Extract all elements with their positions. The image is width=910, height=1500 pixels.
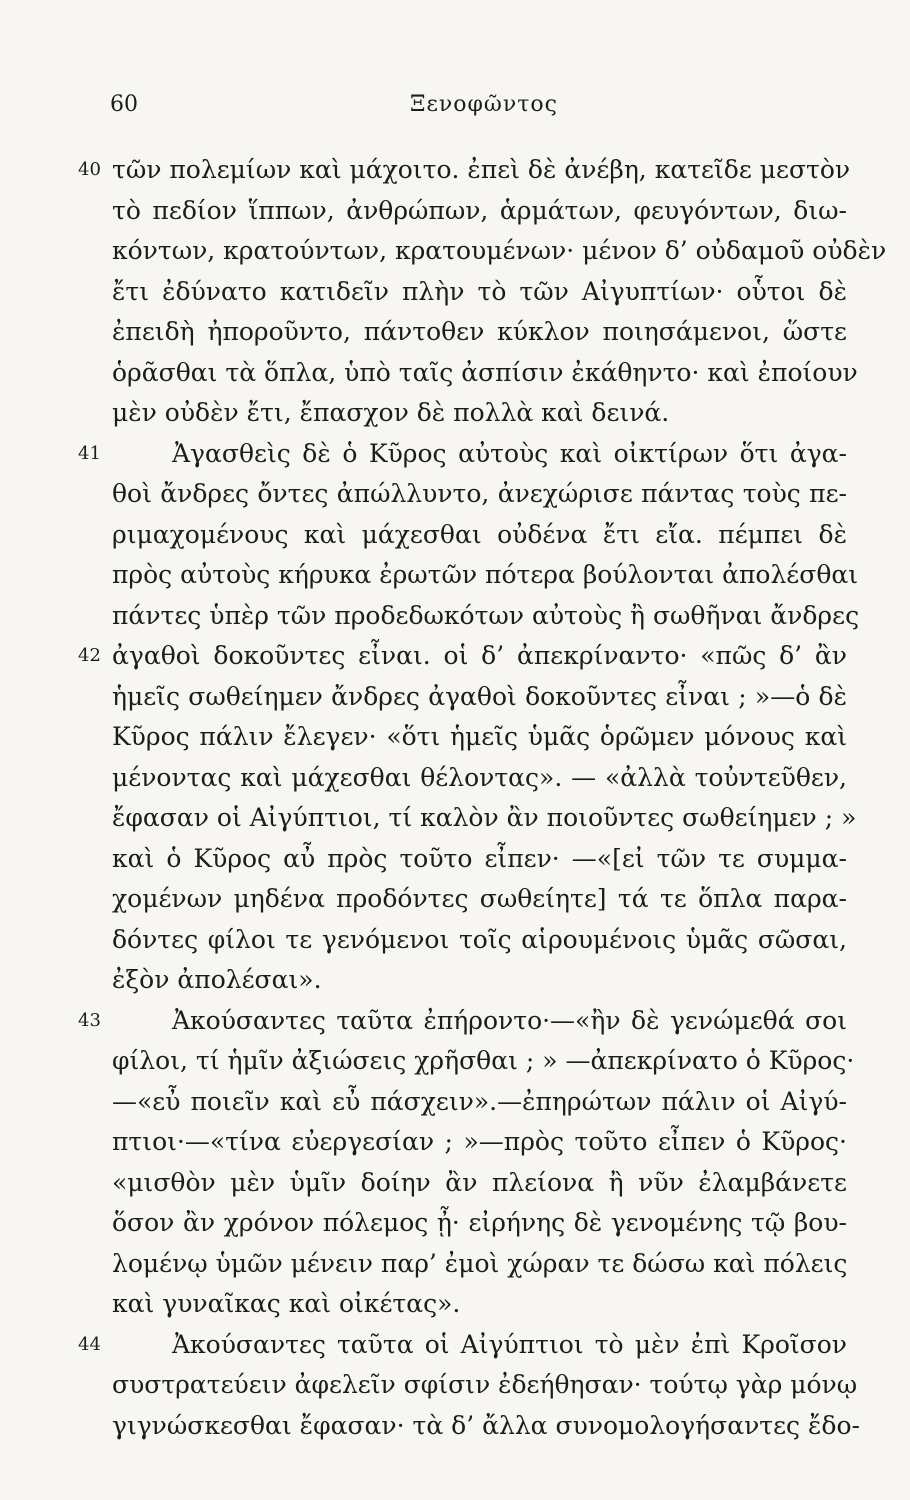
line-text: πρὸς αὐτοὺς κήρυκα ἐρωτῶν πότερα βούλονται ἀπολέσθαι	[112, 560, 859, 589]
section-number: 40	[78, 159, 101, 180]
line-text: ριμαχομένους καὶ μάχεσθαι οὐδένα ἔτι εἴα. πέμπει δὲ	[112, 519, 847, 549]
text-line	[0, 758, 910, 799]
line-text: καὶ ὁ Κῦρος αὖ πρὸς τοῦτο εἶπεν· —«[εἰ τῶν τε συμμα-	[112, 843, 847, 873]
line-text: μένοντας καὶ μάχεσθαι θέλοντας». — «ἀλλὰ τοὐντεῦθεν,	[112, 762, 847, 792]
line-text: ἀγαθοὶ δοκοῦντες εἶναι. οἱ δ’ ἀπεκρίναντο· «πῶς δ’ ἂν	[112, 641, 847, 670]
line-text: ἡμεῖς σωθείημεν ἄνδρες ἀγαθοὶ δοκοῦντες εἶναι ; »—ὁ δὲ	[112, 681, 847, 711]
line-text: ἔτι ἐδύνατο κατιδεῖν πλὴν τὸ τῶν Αἰγυπτίων· οὗτοι δὲ	[112, 276, 847, 306]
line-text: γιγνώσκεσθαι ἔφασαν· τὰ δ’ ἄλλα συνομολογήσαντες ἔδο-	[112, 1410, 860, 1440]
text-line	[0, 1082, 910, 1123]
text-line	[0, 1244, 910, 1285]
line-text: πτιοι·—«τίνα εὐεργεσίαν ; »—πρὸς τοῦτο εἶπεν ὁ Κῦρος·	[112, 1127, 847, 1156]
text-line	[0, 839, 910, 880]
text-line	[0, 150, 910, 191]
line-text: χομένων μηδένα προδόντες σωθείητε] τά τε ὅπλα παρα-	[112, 884, 847, 913]
line-text: ἐξὸν ἀπολέσαι».	[112, 965, 322, 994]
line-text: συστρατεύειν ἀφελεῖν σφίσιν ἐδεήθησαν· τούτῳ γὰρ μόνῳ	[112, 1370, 858, 1399]
running-head: Ξενοφῶντος	[410, 92, 558, 117]
text-line	[0, 191, 910, 232]
line-text: θοὶ ἄνδρες ὄντες ἀπώλλυντο, ἀνεχώρισε πάντας τοὺς πε-	[112, 479, 847, 508]
text-line	[0, 960, 910, 1001]
text-line	[0, 272, 910, 313]
text-line	[0, 1325, 910, 1366]
section-number: 43	[78, 1009, 101, 1031]
text-line	[0, 312, 910, 353]
text-line	[0, 1203, 910, 1244]
text-line	[0, 1365, 910, 1406]
line-text: κόντων, κρατούντων, κρατουμένων· μένον δ’ οὐδαμοῦ οὐδὲν	[112, 236, 887, 265]
line-text: ὁρᾶσθαι τὰ ὅπλα, ὑπὸ ταῖς ἀσπίσιν ἐκάθηντο· καὶ ἐποίουν	[112, 357, 858, 387]
text-line	[0, 515, 910, 556]
text-line	[0, 474, 910, 515]
line-text: «μισθὸν μὲν ὑμῖν δοίην ἂν πλείονα ἢ νῦν ἐλαμβάνετε	[112, 1167, 847, 1197]
line-text: τὸ πεδίον ἵππων, ἀνθρώπων, ἁρμάτων, φευγόντων, διω-	[112, 195, 847, 225]
section-number: 41	[78, 442, 101, 464]
text-line	[0, 434, 910, 475]
line-text: Κῦρος πάλιν ἔλεγεν· «ὅτι ἡμεῖς ὑμᾶς ὁρῶμεν μόνους καὶ	[112, 722, 847, 751]
text-line	[0, 920, 910, 961]
text-line	[0, 1041, 910, 1082]
text-line	[0, 1406, 910, 1447]
text-line	[0, 1001, 910, 1042]
line-text: τῶν πολεμίων καὶ μάχοιτο. ἐπεὶ δὲ ἀνέβη, κατεῖδε μεστὸν	[112, 155, 851, 184]
text-line	[0, 1163, 910, 1204]
line-text: Ἀκούσαντες ταῦτα οἱ Αἰγύπτιοι τὸ μὲν ἐπὶ Κροῖσον	[172, 1329, 847, 1359]
line-text: πάντες ὑπὲρ τῶν προδεδωκότων αὐτοὺς ἢ σωθῆναι ἄνδρες	[112, 600, 860, 630]
section-number: 44	[78, 1333, 101, 1355]
page-header	[110, 92, 840, 132]
line-text: Ἀκούσαντες ταῦτα ἐπήροντο·—«ἢν δὲ γενώμεθά σοι	[172, 1005, 847, 1035]
line-text: Ἀγασθεὶς δὲ ὁ Κῦρος αὐτοὺς καὶ οἰκτίρων ὅτι ἀγα-	[172, 438, 847, 468]
text-line	[0, 1122, 910, 1163]
text-line	[0, 393, 910, 434]
text-line	[0, 677, 910, 718]
text-line	[0, 879, 910, 920]
text-line	[0, 798, 910, 839]
line-text: μὲν οὐδὲν ἔτι, ἔπασχον δὲ πολλὰ καὶ δεινά.	[112, 398, 670, 427]
line-text: δόντες φίλοι τε γενόμενοι τοῖς αἱρουμένοις ὑμᾶς σῶσαι,	[112, 924, 847, 954]
text-body	[0, 150, 910, 1446]
text-line	[0, 1284, 910, 1325]
line-text: ὅσον ἂν χρόνον πόλεμος ᾖ· εἰρήνης δὲ γενομένης τῷ βου-	[112, 1208, 847, 1237]
text-line	[0, 353, 910, 394]
text-line	[0, 555, 910, 596]
line-text: λομένῳ ὑμῶν μένειν παρ’ ἐμοὶ χώραν τε δώσω καὶ πόλεις	[112, 1248, 848, 1278]
line-text: καὶ γυναῖκας καὶ οἰκέτας».	[112, 1289, 461, 1318]
line-text: ἐπειδὴ ἠποροῦντο, πάντοθεν κύκλον ποιησάμενοι, ὥστε	[112, 317, 847, 346]
text-line	[0, 717, 910, 758]
section-number: 42	[78, 645, 101, 666]
text-line	[0, 231, 910, 272]
text-line	[0, 596, 910, 637]
text-line	[0, 636, 910, 677]
page-number: 60	[110, 92, 138, 117]
line-text: ἔφασαν οἱ Αἰγύπτιοι, τί καλὸν ἂν ποιοῦντες σωθείημεν ; »	[112, 803, 857, 832]
line-text: φίλοι, τί ἡμῖν ἀξιώσεις χρῆσθαι ; » —ἀπεκρίνατο ὁ Κῦρος·	[112, 1046, 855, 1075]
line-text: —«εὖ ποιεῖν καὶ εὖ πάσχειν».—ἐπηρώτων πάλιν οἱ Αἰγύ-	[112, 1086, 847, 1116]
